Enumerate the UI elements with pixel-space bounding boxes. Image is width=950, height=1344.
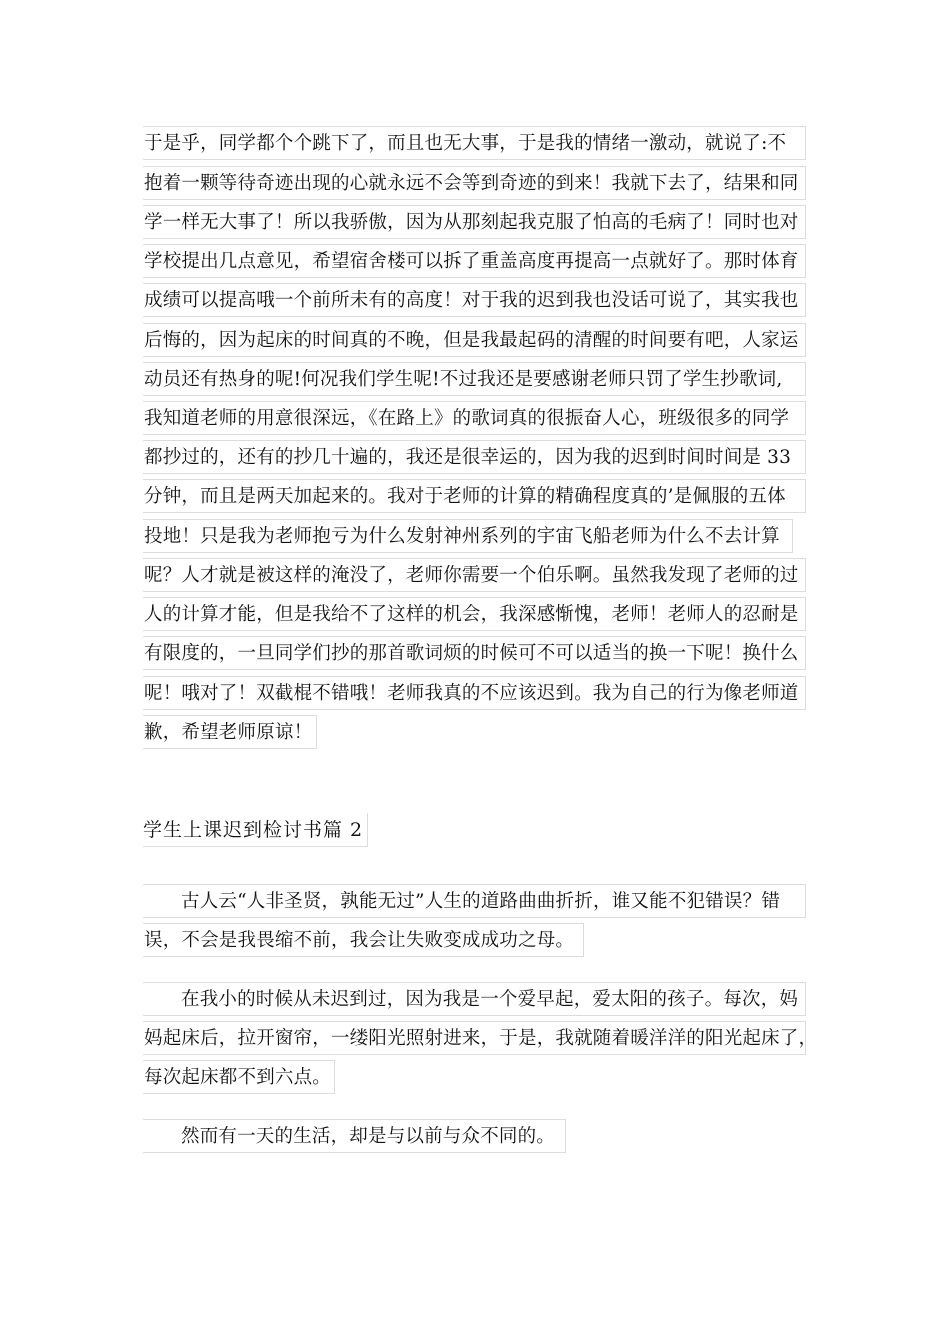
text-line: 呢？人才就是被这样的淹没了，老师你需要一个伯乐啊。虽然我发现了老师的过 [143,558,806,592]
text-line: 然而有一天的生活，却是与以前与众不同的。 [143,1119,566,1153]
text-line: 都抄过的，还有的抄几十遍的，我还是很幸运的，因为我的迟到时间时间是 33 [143,440,806,474]
text-line: 学校提出几点意见，希望宿舍楼可以拆了重盖高度再提高一点就好了。那时体育 [143,244,806,278]
text-line: 有限度的，一旦同学们抄的那首歌词烦的时候可不可以适当的换一下呢！换什么 [143,636,806,670]
text-line: 投地！只是我为老师抱亏为什么发射神州系列的宇宙飞船老师为什么不去计算 [143,519,793,553]
text-line: 歉，希望老师原谅！ [143,715,317,749]
text-line: 在我小的时候从未迟到过，因为我是一个爱早起，爱太阳的孩子。每次，妈 [143,982,806,1016]
text-line: 每次起床都不到六点。 [143,1060,335,1094]
text-line: 误，不会是我畏缩不前，我会让失败变成成功之母。 [143,923,584,957]
text-line: 学一样无大事了！所以我骄傲，因为从那刻起我克服了怕高的毛病了！同时也对 [143,205,806,239]
section-heading: 学生上课迟到检讨书篇 2 [143,813,368,847]
text-line: 成绩可以提高哦一个前所未有的高度！对于我的迟到我也没话可说了，其实我也 [143,283,806,317]
text-line: 于是乎，同学都个个跳下了，而且也无大事，于是我的情绪一激动，就说了:不 [143,126,806,160]
text-line: 古人云“人非圣贤，孰能无过”人生的道路曲曲折折，谁又能不犯错误？错 [143,884,806,918]
text-line: 妈起床后，拉开窗帘，一缕阳光照射进来，于是，我就随着暖洋洋的阳光起床了， [143,1021,806,1055]
text-line: 我知道老师的用意很深远，《在路上》的歌词真的很振奋人心，班级很多的同学 [143,401,806,435]
text-line: 呢！哦对了！双截棍不错哦！老师我真的不应该迟到。我为自己的行为像老师道 [143,676,806,710]
text-line: 分钟，而且是两天加起来的。我对于老师的计算的精确程度真的’是佩服的五体 [143,479,806,513]
text-line: 人的计算才能，但是我给不了这样的机会，我深感惭愧，老师！老师人的忍耐是 [143,597,806,631]
text-line: 动员还有热身的呢!何况我们学生呢!不过我还是要感谢老师只罚了学生抄歌词, [143,362,806,396]
text-line: 后悔的，因为起床的时间真的不晚，但是我最起码的清醒的时间要有吧，人家运 [143,323,806,357]
text-line: 抱着一颗等待奇迹出现的心就永远不会等到奇迹的到来！我就下去了，结果和同 [143,166,806,200]
